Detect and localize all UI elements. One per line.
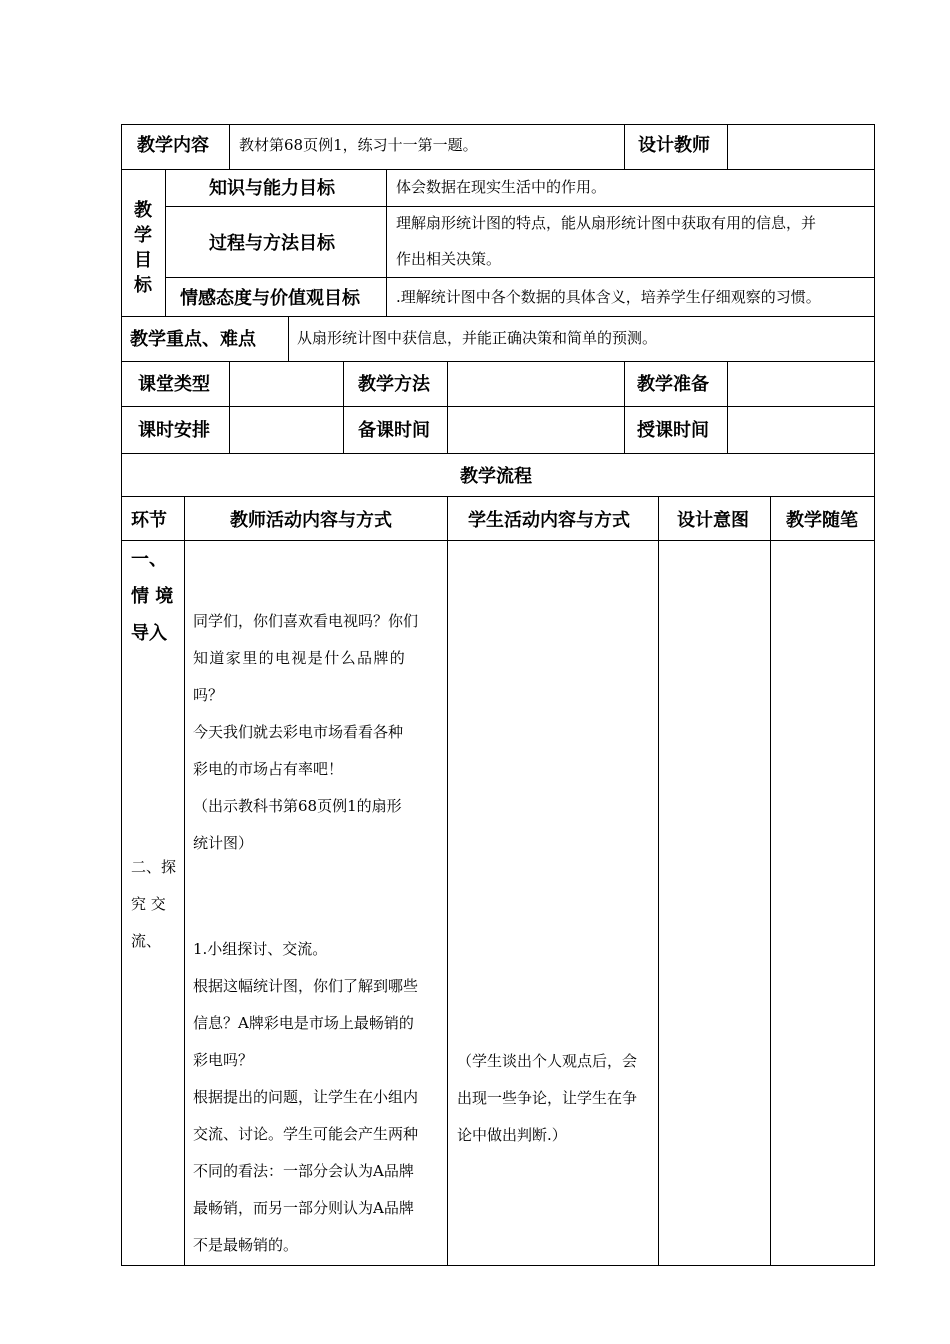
teacher-activity-line: 根据这幅统计图，你们了解到哪些 bbox=[193, 977, 419, 995]
stage1-line: 导入 bbox=[131, 623, 167, 644]
flow-col-header-teacher: 教师活动内容与方式 bbox=[230, 510, 392, 531]
info-label-hours: 课时安排 bbox=[138, 420, 210, 441]
objective-value-process: 理解扇形统计图的特点，能从扇形统计图中获取有用的信息，并 bbox=[396, 214, 817, 232]
student-activity-line: 论中做出判断.） bbox=[457, 1126, 567, 1144]
col-divider bbox=[386, 169, 387, 316]
stage2-line: 二、探 bbox=[131, 858, 177, 876]
teacher-activity-line: 彩电的市场占有率吧！ bbox=[193, 760, 344, 778]
objectives-group-char: 目 bbox=[134, 250, 152, 271]
objective-value-knowledge: 体会数据在现实生活中的作用。 bbox=[396, 178, 607, 196]
col-divider bbox=[727, 124, 728, 169]
student-activity-line: 出现一些争论，让学生在争 bbox=[457, 1089, 638, 1107]
stage1-line: 一、 bbox=[131, 549, 167, 570]
teacher-activity-line: 知道家里的电视是什么品牌的 bbox=[193, 649, 407, 667]
content-value: 教材第68页例1，练习十一第一题。 bbox=[239, 136, 478, 154]
info-label-prep: 教学准备 bbox=[637, 374, 709, 395]
objective-value-process: 作出相关决策。 bbox=[396, 250, 502, 268]
objective-label-process: 过程与方法目标 bbox=[209, 233, 335, 254]
col-divider bbox=[624, 124, 625, 169]
objectives-group-char: 教 bbox=[134, 200, 152, 221]
col-divider bbox=[229, 361, 230, 453]
row-divider bbox=[121, 453, 875, 454]
teacher-activity-line: 不同的看法：一部分会认为A品牌 bbox=[193, 1162, 414, 1180]
col-divider bbox=[288, 316, 289, 361]
info-label-prep-time: 备课时间 bbox=[358, 420, 430, 441]
student-activity-line: （学生谈出个人观点后，会 bbox=[457, 1052, 638, 1070]
col-divider bbox=[229, 124, 230, 169]
row-divider bbox=[165, 206, 875, 207]
teacher-activity-line: 吗？ bbox=[193, 686, 224, 704]
row-divider bbox=[165, 277, 875, 278]
col-divider bbox=[874, 124, 875, 1266]
row-divider bbox=[121, 169, 875, 170]
objectives-group-char: 学 bbox=[134, 225, 152, 246]
info-label-method: 教学方法 bbox=[358, 374, 430, 395]
teacher-activity-line: 统计图） bbox=[193, 834, 254, 852]
objective-label-attitude: 情感态度与价值观目标 bbox=[180, 288, 360, 309]
flow-title: 教学流程 bbox=[460, 466, 532, 487]
teacher-activity-line: 信息？A牌彩电是市场上最畅销的 bbox=[193, 1014, 414, 1032]
teacher-activity-line: 彩电吗？ bbox=[193, 1051, 254, 1069]
col-divider bbox=[727, 361, 728, 453]
col-divider bbox=[121, 124, 122, 1266]
col-divider bbox=[165, 169, 166, 316]
col-divider bbox=[447, 361, 448, 453]
flow-col-header-intent: 设计意图 bbox=[677, 510, 749, 531]
objective-value-attitude: .理解统计图中各个数据的具体含义，培养学生仔细观察的习惯。 bbox=[396, 288, 821, 306]
teacher-activity-line: （出示教科书第68页例1的扇形 bbox=[193, 797, 402, 815]
key-points-label: 教学重点、难点 bbox=[130, 329, 256, 350]
stage2-line: 流、 bbox=[131, 932, 162, 950]
row-divider bbox=[121, 540, 875, 541]
row-divider bbox=[121, 124, 875, 125]
flow-col-header-notes: 教学随笔 bbox=[786, 510, 858, 531]
teacher-activity-line: 最畅销，而另一部分则认为A品牌 bbox=[193, 1199, 414, 1217]
content-label: 教学内容 bbox=[137, 135, 209, 156]
flow-col-header-stage: 环节 bbox=[131, 510, 167, 531]
objective-label-knowledge: 知识与能力目标 bbox=[209, 178, 335, 199]
stage2-line: 究 交 bbox=[131, 895, 166, 913]
stage1-line: 情 境 bbox=[131, 586, 174, 607]
info-label-teach-time: 授课时间 bbox=[637, 420, 709, 441]
flow-col-header-student: 学生活动内容与方式 bbox=[468, 510, 630, 531]
col-divider bbox=[770, 496, 771, 1266]
row-divider bbox=[121, 316, 875, 317]
teacher-activity-line: 交流、讨论。学生可能会产生两种 bbox=[193, 1125, 419, 1143]
row-divider bbox=[121, 361, 875, 362]
teacher-activity-line: 根据提出的问题，让学生在小组内 bbox=[193, 1088, 419, 1106]
col-divider bbox=[343, 361, 344, 453]
teacher-activity-line: 1.小组探讨、交流。 bbox=[193, 940, 328, 958]
col-divider bbox=[447, 496, 448, 1266]
teacher-activity-line: 今天我们就去彩电市场看看各种 bbox=[193, 723, 404, 741]
teacher-activity-line: 不是最畅销的。 bbox=[193, 1236, 299, 1254]
teacher-activity-line: 同学们，你们喜欢看电视吗？你们 bbox=[193, 612, 419, 630]
info-label-class-type: 课堂类型 bbox=[138, 374, 210, 395]
col-divider bbox=[184, 496, 185, 1266]
row-divider bbox=[121, 496, 875, 497]
key-points-value: 从扇形统计图中获信息，并能正确决策和简单的预测。 bbox=[297, 329, 658, 347]
objectives-group-char: 标 bbox=[134, 275, 152, 296]
col-divider bbox=[624, 361, 625, 453]
col-divider bbox=[658, 496, 659, 1266]
row-divider bbox=[121, 406, 875, 407]
row-divider bbox=[121, 1265, 875, 1266]
designer-label: 设计教师 bbox=[638, 135, 710, 156]
